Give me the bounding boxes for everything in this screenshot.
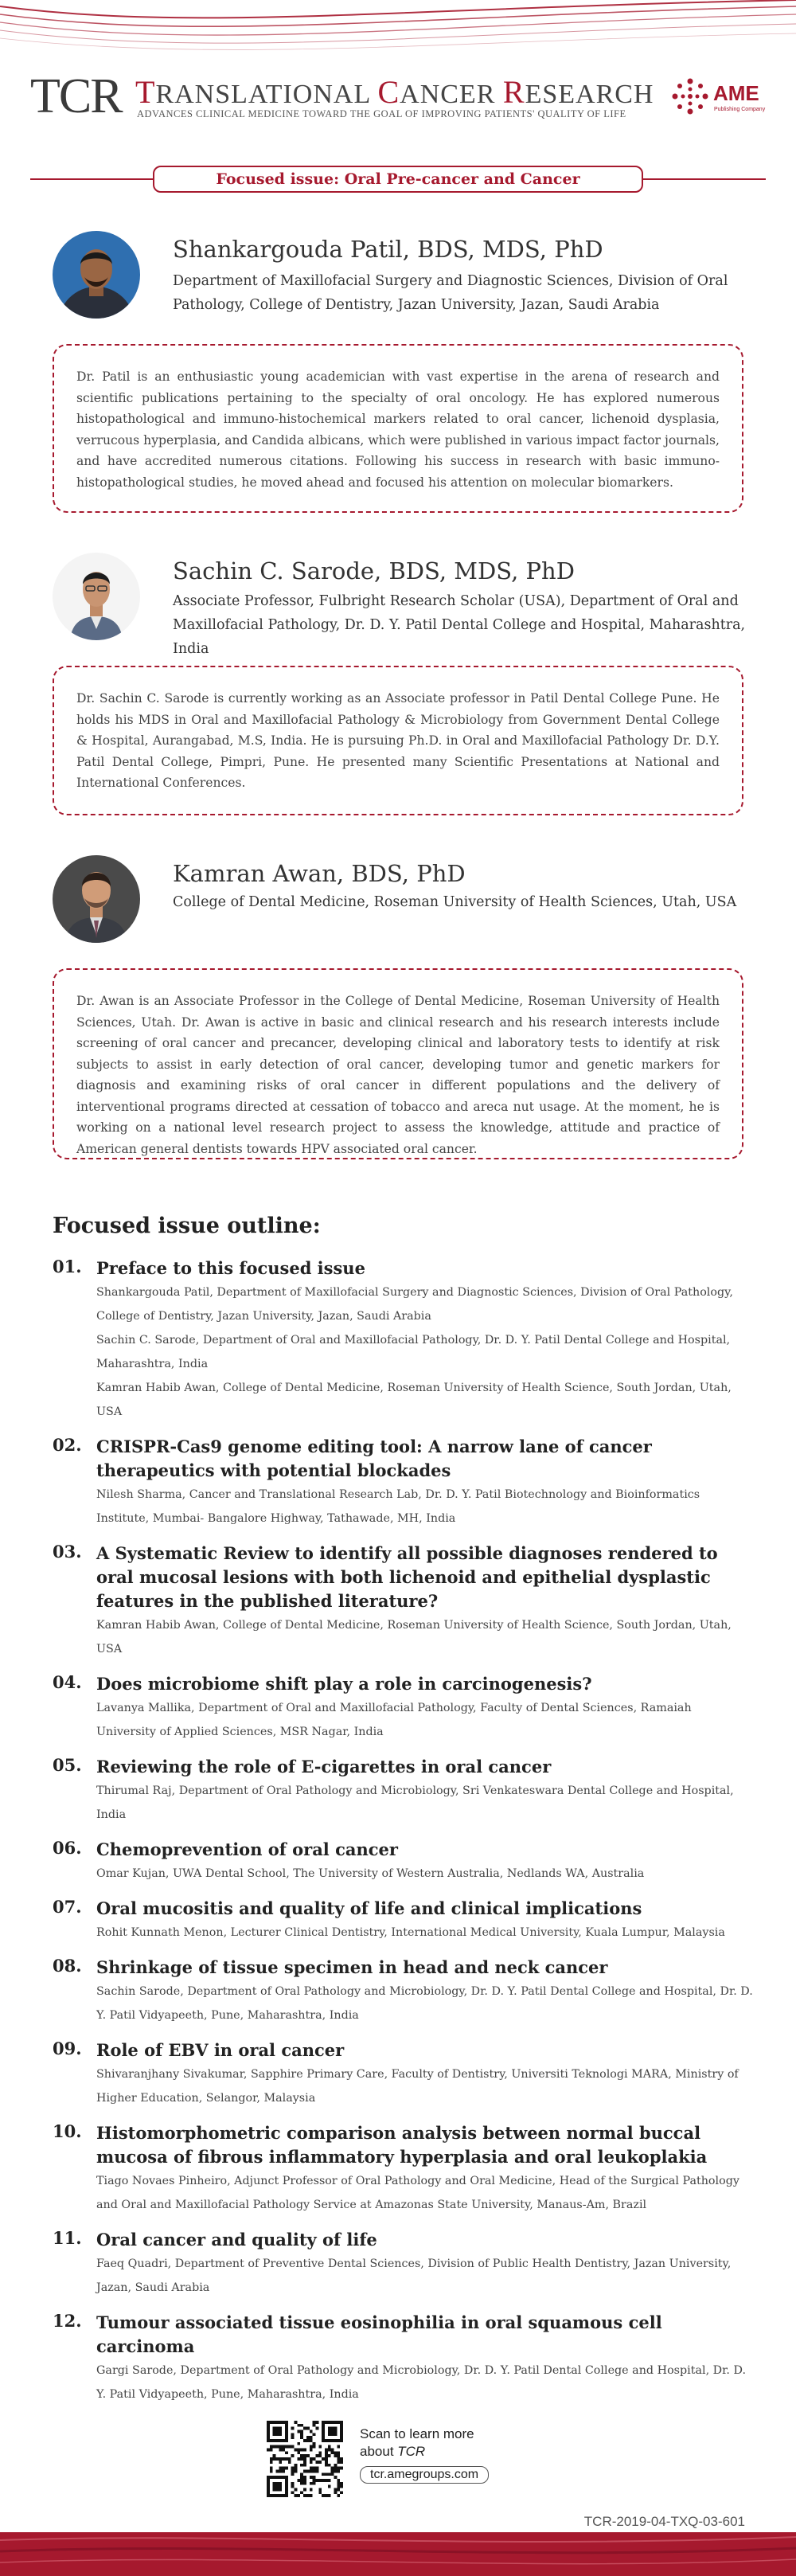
outline-heading: Focused issue outline: bbox=[53, 1214, 321, 1238]
outline-item-number: 11. bbox=[53, 2228, 82, 2248]
outline-item-number: 02. bbox=[53, 1435, 82, 1455]
avatar bbox=[53, 231, 140, 319]
editor-bio: Dr. Patil is an enthusiastic young academician with vast expertise in the arena of research and scientific publications pertaining to the specialty of oral oncology. He has explored numerous histopathological and immuno-histochemical markers related to oral cancer, lichenoid dysplasia, verrucous hyperplasia, and Candida albicans, which were published in various impact factor journals, and have accredited numerous citations. Following his success in research with basic immuno-histopathological studies, he moved ahead and focused his attention on molecular biomarkers. bbox=[53, 344, 743, 513]
document-code: TCR-2019-04-TXQ-03-601 bbox=[583, 2514, 745, 2529]
header-waves bbox=[0, 0, 796, 64]
outline-item-number: 08. bbox=[53, 1956, 82, 1976]
outline-item-number: 03. bbox=[53, 1542, 82, 1562]
outline-item bbox=[53, 1542, 753, 1661]
outline-item-author: Thirumal Raj, Department of Oral Pathology and Microbiology, Sri Venkateswara Dental College and Hospital, India bbox=[96, 1784, 734, 1821]
outline-item-title: Chemoprevention of oral cancer bbox=[96, 1839, 398, 1859]
outline-item bbox=[53, 1755, 753, 1827]
outline-item-number: 12. bbox=[53, 2311, 82, 2331]
outline-item-title: Shrinkage of tissue specimen in head and neck cancer bbox=[96, 1957, 608, 1977]
qr-code-icon bbox=[267, 2421, 343, 2497]
editor-bio: Dr. Sachin C. Sarode is currently working as an Associate professor in Patil Dental College Pune. He holds his MDS in Oral and Maxillofacial Pathology & Microbiology from Government Dental College & Hospital, Aurangabad, M.S, India. He is pursuing Ph.D. in Oral and Maxillofacial Pathology Dr. D.Y. Patil Dental College, Pimpri, Pune. He presented many Scientific Presentations at National and International Conferences. bbox=[53, 666, 743, 815]
outline-item-author: Tiago Novaes Pinheiro, Adjunct Professor of Oral Pathology and Oral Medicine, Head of the Surgical Pathology and Oral and Maxillofacial Pathology Service at Amazonas State University, Manaus-Am, Brazil bbox=[96, 2175, 739, 2211]
outline-item-number: 10. bbox=[53, 2121, 82, 2141]
tcr-logo: TCR bbox=[30, 69, 122, 123]
outline-item-number: 04. bbox=[53, 1672, 82, 1692]
journal-url-link[interactable]: tcr.amegroups.com bbox=[360, 2466, 489, 2484]
editor-name: Kamran Awan, BDS, PhD bbox=[173, 860, 466, 887]
outline-item-author: Shivaranjhany Sivakumar, Sapphire Primary Care, Faculty of Dentistry, Universiti Teknologi MARA, Ministry of Higher Education, Selangor, Malaysia bbox=[96, 2068, 739, 2105]
outline-item bbox=[53, 1257, 753, 1424]
outline-item-number: 05. bbox=[53, 1755, 82, 1775]
outline-item-number: 07. bbox=[53, 1897, 82, 1917]
outline-list bbox=[53, 1257, 753, 2418]
footer-band bbox=[0, 2532, 796, 2576]
outline-item-title: Preface to this focused issue bbox=[96, 1258, 365, 1278]
outline-item-author: Gargi Sarode, Department of Oral Pathology and Microbiology, Dr. D. Y. Patil Dental College and Hospital, Dr. D. Y. Patil Vidyapeeth, Pune, Maharashtra, India bbox=[96, 2364, 746, 2401]
editor-bio: Dr. Awan is an Associate Professor in the College of Dental Medicine, Roseman University of Health Sciences, Utah. Dr. Awan is active in basic and clinical research and his research interests include screening of oral cancer and precancer, developing clinical and laboratory tests to identify at risk subjects to assist in early detection of oral cancer, developing tumor and genetic markers for diagnosis and examining risks of oral cancer in different populations and the delivery of interventional programs directed at cessation of tobacco and areca nut usage. At the moment, he is working on a national level research project to assess the knowledge, attitude and practice of American general dentists towards HPV associated oral cancer. bbox=[53, 968, 743, 1159]
focused-issue-banner: Focused issue: Oral Pre-cancer and Cancer bbox=[153, 166, 643, 193]
outline-item-title: Tumour associated tissue eosinophilia in oral squamous cell carcinoma bbox=[96, 2312, 662, 2356]
outline-item-author: Sachin Sarode, Department of Oral Pathology and Microbiology, Dr. D. Y. Patil Dental College and Hospital, Dr. D. Y. Patil Vidyapeeth, Pune, Maharashtra, India bbox=[96, 1985, 753, 2022]
outline-item-title: A Systematic Review to identify all possible diagnoses rendered to oral mucosal lesions with both lichenoid and epithelial dysplastic features in the published literature? bbox=[96, 1543, 718, 1611]
outline-item bbox=[53, 1672, 753, 1744]
outline-item-author: Kamran Habib Awan, College of Dental Medicine, Roseman University of Health Science, South Jordan, Utah, USA bbox=[96, 1382, 732, 1418]
outline-item bbox=[53, 2311, 753, 2406]
avatar bbox=[53, 553, 140, 640]
outline-item-author: Omar Kujan, UWA Dental School, The University of Western Australia, Nedlands WA, Australia bbox=[96, 1867, 645, 1880]
editor-affiliation: College of Dental Medicine, Roseman University of Health Sciences, Utah, USA bbox=[173, 894, 737, 910]
outline-item bbox=[53, 1897, 753, 1945]
outline-item-author: Sachin C. Sarode, Department of Oral and Maxillofacial Pathology, Dr. D. Y. Patil Dental College and Hospital, Maharashtra, India bbox=[96, 1334, 731, 1370]
avatar bbox=[53, 855, 140, 943]
journal-subtitle: ADVANCES CLINICAL MEDICINE TOWARD THE GOAL OF IMPROVING PATIENTS' QUALITY OF LIFE bbox=[137, 108, 626, 119]
outline-item bbox=[53, 2039, 753, 2110]
outline-item-title: Does microbiome shift play a role in carcinogenesis? bbox=[96, 1674, 592, 1694]
outline-item-number: 01. bbox=[53, 1257, 82, 1276]
outline-item-title: CRISPR-Cas9 genome editing tool: A narrow lane of cancer therapeutics with potential blockades bbox=[96, 1437, 652, 1480]
editor-affiliation: Department of Maxillofacial Surgery and Diagnostic Sciences, Division of Oral Pathology, College of Dentistry, Jazan University, Jazan, Saudi Arabia bbox=[173, 273, 728, 313]
outline-item-title: Role of EBV in oral cancer bbox=[96, 2040, 345, 2060]
outline-item-author: Lavanya Mallika, Department of Oral and Maxillofacial Pathology, Faculty of Dental Sciences, Ramaiah University of Applied Sciences, MSR Nagar, India bbox=[96, 1702, 692, 1738]
outline-item-author: Kamran Habib Awan, College of Dental Medicine, Roseman University of Health Science, South Jordan, Utah, USA bbox=[96, 1619, 732, 1655]
outline-item-title: Reviewing the role of E-cigarettes in oral cancer bbox=[96, 1757, 552, 1777]
outline-item bbox=[53, 2121, 753, 2217]
ame-logo: AME Publishing Company bbox=[670, 75, 766, 119]
ame-dots-icon bbox=[670, 76, 710, 116]
outline-item-title: Histomorphometric comparison analysis between normal buccal mucosa of fibrous inflammatory hyperplasia and oral leukoplakia bbox=[96, 2123, 708, 2167]
outline-item bbox=[53, 1435, 753, 1530]
outline-item-title: Oral mucositis and quality of life and clinical implications bbox=[96, 1898, 642, 1918]
outline-item bbox=[53, 1838, 753, 1886]
editor-name: Shankargouda Patil, BDS, MDS, PhD bbox=[173, 236, 603, 263]
journal-header bbox=[30, 69, 766, 127]
outline-item-author: Faeq Quadri, Department of Preventive Dental Sciences, Division of Public Health Dentistry, Jazan University, Jazan, Saudi Arabia bbox=[96, 2257, 732, 2294]
outline-item-author: Shankargouda Patil, Department of Maxillofacial Surgery and Diagnostic Sciences, Division of Oral Pathology, College of Dentistry, Jazan University, Jazan, Saudi Arabia bbox=[96, 1286, 733, 1323]
outline-item-number: 06. bbox=[53, 1838, 82, 1858]
outline-item-author: Nilesh Sharma, Cancer and Translational Research Lab, Dr. D. Y. Patil Biotechnology and Bioinformatics Institute, Mumbai- Bangalore Highway, Tathawade, MH, India bbox=[96, 1488, 700, 1525]
outline-item-title: Oral cancer and quality of life bbox=[96, 2230, 377, 2250]
outline-item bbox=[53, 2228, 753, 2300]
outline-item bbox=[53, 1956, 753, 2027]
editor-name: Sachin C. Sarode, BDS, MDS, PhD bbox=[173, 557, 575, 584]
outline-item-author: Rohit Kunnath Menon, Lecturer Clinical Dentistry, International Medical University, Kuala Lumpur, Malaysia bbox=[96, 1926, 725, 1939]
scan-caption: Scan to learn more about TCR bbox=[360, 2426, 474, 2459]
editor-affiliation: Associate Professor, Fulbright Research Scholar (USA), Department of Oral and Maxillofacial Pathology, Dr. D. Y. Patil Dental College and Hospital, Maharashtra, India bbox=[173, 593, 746, 657]
outline-item-number: 09. bbox=[53, 2039, 82, 2058]
journal-title: TRANSLATIONAL CANCER RESEARCH bbox=[135, 74, 654, 110]
